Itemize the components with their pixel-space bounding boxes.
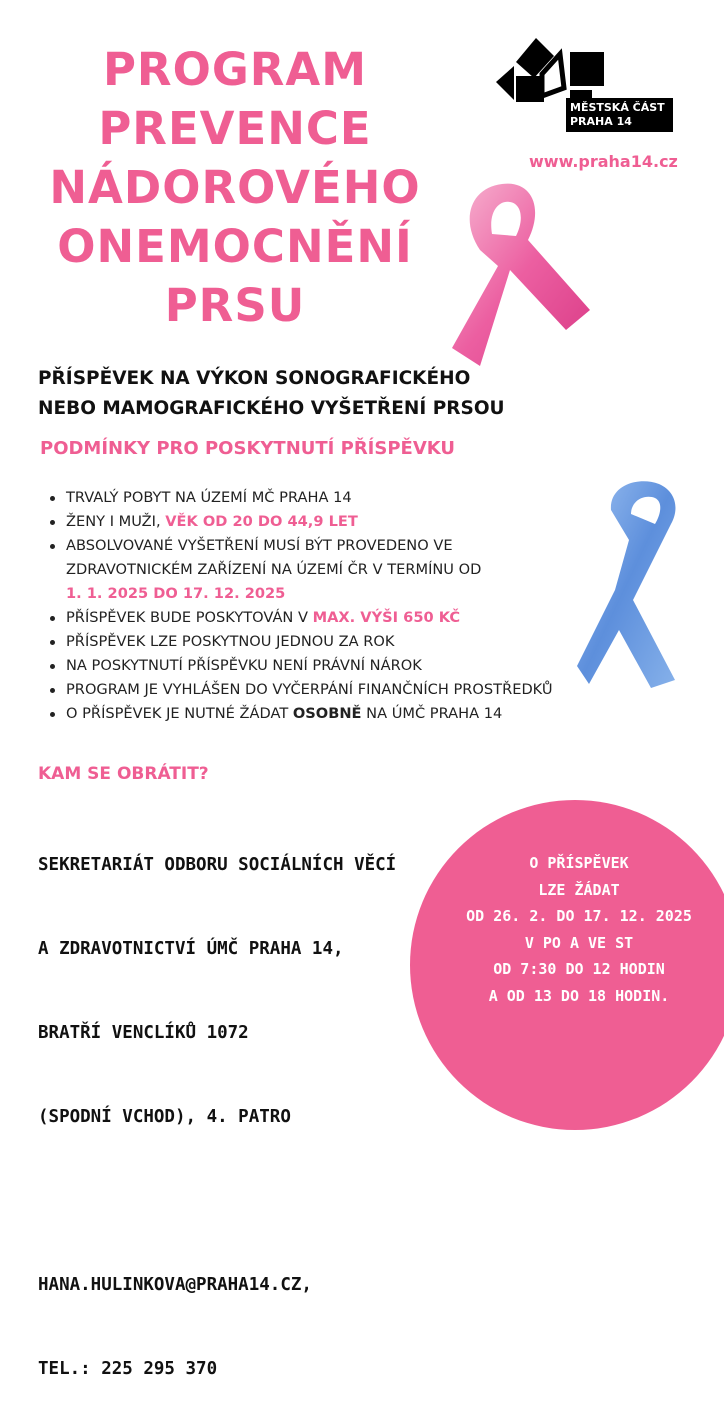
age-highlight: VĚK OD 20 DO 44,9 LET (165, 513, 358, 530)
list-item (46, 678, 666, 702)
pink-ribbon-icon (440, 180, 620, 370)
subtitle (38, 364, 505, 424)
contact-email[interactable]: HANA.HULINKOVA@PRAHA14.CZ, (38, 1275, 312, 1295)
list-item (46, 654, 666, 678)
page-title (20, 40, 450, 335)
logo-line-1: MĚSTSKÁ ČÁST (570, 101, 665, 114)
title-line: PREVENCE (98, 102, 372, 155)
hours-line: LZE ŽÁDAT (538, 880, 620, 899)
hours-line: O PŘÍSPĚVEK (529, 854, 629, 872)
title-line: ONEMOCNĚNÍ (57, 220, 413, 273)
conditions-list (46, 486, 666, 726)
contact-line: SEKRETARIÁT ODBORU SOCIÁLNÍCH VĚCÍ (38, 855, 397, 875)
list-item-text: ABSOLVOVANÉ VYŠETŘENÍ MUSÍ BÝT PROVEDENO VE (66, 537, 453, 554)
list-item (46, 606, 666, 630)
subtitle-line: NEBO MAMOGRAFICKÉHO VYŠETŘENÍ PRSOU (38, 398, 505, 419)
date-range-highlight: 1. 1. 2025 DO 17. 12. 2025 (66, 585, 286, 602)
list-item (46, 534, 666, 606)
conditions-heading: PODMÍNKY PRO POSKYTNUTÍ PŘÍSPĚVKU (40, 438, 456, 459)
contact-spacer (38, 1187, 396, 1215)
personally-bold: OSOBNĚ (292, 705, 362, 722)
office-hours (440, 850, 718, 1009)
list-item-text: ZDRAVOTNICKÉM ZAŘÍZENÍ NA ÚZEMÍ ČR V TERMÍNU OD (66, 561, 482, 578)
hours-line: OD 26. 2. DO 17. 12. 2025 (466, 907, 692, 925)
list-item (46, 510, 666, 534)
list-item-text: PROGRAM JE VYHLÁŠEN DO VYČERPÁNÍ FINANČNÍCH PROSTŘEDKŮ (66, 681, 553, 698)
amount-highlight: MAX. VÝŠI 650 KČ (312, 609, 461, 626)
list-item (46, 630, 666, 654)
contact-line: (SPODNÍ VCHOD), 4. PATRO (38, 1107, 291, 1127)
list-item-text: PŘÍSPĚVEK BUDE POSKYTOVÁN V (66, 609, 313, 626)
title-line: PROGRAM (102, 43, 368, 96)
list-item-text: O PŘÍSPĚVEK JE NUTNÉ ŽÁDAT (66, 705, 293, 722)
website-link[interactable]: www.praha14.cz (529, 152, 678, 171)
list-item-text: TRVALÝ POBYT NA ÚZEMÍ MČ PRAHA 14 (66, 489, 352, 506)
contact-block (38, 795, 396, 1411)
list-item (46, 486, 666, 510)
contact-line: A ZDRAVOTNICTVÍ ÚMČ PRAHA 14, (38, 939, 344, 959)
subtitle-line: PŘÍSPĚVEK NA VÝKON SONOGRAFICKÉHO (38, 368, 471, 389)
title-line: PRSU (164, 279, 306, 332)
contact-phone[interactable]: TEL.: 225 295 370 (38, 1359, 218, 1379)
hours-line: A OD 13 DO 18 HODIN. (488, 986, 670, 1005)
logo-line-2: PRAHA 14 (570, 115, 632, 128)
hours-line: V PO A VE ST (524, 933, 634, 952)
contact-heading: KAM SE OBRÁTIT? (38, 764, 209, 784)
title-line: NÁDOROVÉHO (49, 161, 421, 214)
contact-line: BRATŘÍ VENCLÍKŮ 1072 (38, 1023, 249, 1043)
logo-text (566, 98, 673, 132)
list-item-text: PŘÍSPĚVEK LZE POSKYTNOU JEDNOU ZA ROK (66, 633, 395, 650)
hours-line: OD 7:30 DO 12 HODIN (493, 960, 665, 978)
list-item-text: NA POSKYTNUTÍ PŘÍSPĚVKU NENÍ PRÁVNÍ NÁROK (66, 657, 422, 674)
list-item-text: ŽENY I MUŽI, (66, 513, 166, 530)
list-item-text: NA ÚMČ PRAHA 14 (361, 705, 503, 722)
list-item (46, 702, 666, 726)
